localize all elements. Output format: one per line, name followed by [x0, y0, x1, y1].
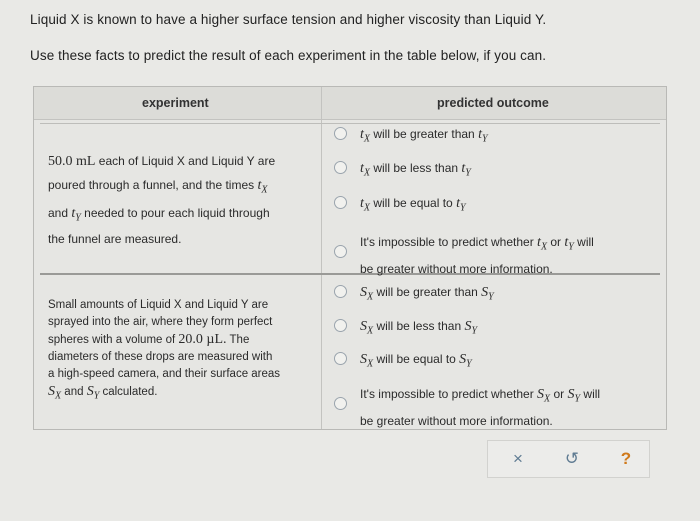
radio-button[interactable] [334, 352, 347, 365]
radio-button[interactable] [334, 161, 347, 174]
radio-button[interactable] [334, 285, 347, 298]
undo-button[interactable] [562, 449, 582, 469]
undo-icon: ↺ [564, 449, 580, 468]
column-divider [321, 87, 322, 429]
help-icon: ? [620, 449, 632, 468]
header-predicted-outcome: predicted outcome [437, 96, 549, 110]
radio-button[interactable] [334, 397, 347, 410]
radio-button[interactable] [334, 319, 347, 332]
x-icon: × [513, 449, 523, 468]
intro-line-2: Use these facts to predict the result of each experiment in the table below, if you can. [30, 48, 547, 63]
clear-button[interactable] [508, 449, 528, 469]
experiment-2-description: Small amounts of Liquid X and Liquid Y are sprayed into the air, where they form perfect spheres with a volume of 20.0 µL. The diameters of these drops are measured with a high-speed camera, and their surface areas $S_X$ and $S_Y$ calculated. [48, 299, 281, 402]
action-bar [487, 440, 650, 478]
experiment-1-line-2: poured through a funnel, and the times $t_X$ [48, 178, 268, 196]
help-button[interactable] [616, 449, 636, 469]
radio-button[interactable] [334, 127, 347, 140]
header-experiment: experiment [142, 96, 209, 110]
experiment-1-line-4: the funnel are measured. [48, 232, 182, 246]
radio-button[interactable] [334, 196, 347, 209]
table-header [34, 87, 666, 120]
radio-button[interactable] [334, 245, 347, 258]
experiment-1-line-1: 50.0 mL each of Liquid X and Liquid Y are [48, 154, 276, 169]
intro-line-1: Liquid X is known to have a higher surface tension and higher viscosity than Liquid Y. [30, 12, 547, 27]
header-divider [40, 123, 660, 124]
experiment-table: experiment predicted outcome 50.0 mL each of Liquid X and Liquid Y are poured through a funnel, and the times $t_X$ and $t_Y$ needed to pour each liquid through the funnel are measured. $t_X$ will be greater than $t_Y$ $t_X$ will be less than $t_Y$ $t_X$ will be equal to $t_Y$ It's impossible to predict whether $t_X$ or $t_Y$ will be greater without more information. Small amounts of Liquid X and Liquid Y are sprayed into the air, where they form perfect spheres with a volume of 20.0 µL. The diameters of these drops are measured with a high-speed camera, and their surface areas $S_X$ and $S_Y$ calculated. $S_X$ will be greater than $S_Y$ $S_X$ will be less than $S_Y$ $S_X$ will be equal to $S_Y$ It's impossible to predict whether $S_X$ or $S_Y$ will be greater without more information. [33, 86, 667, 430]
experiment-1-line-3: and $t_Y$ needed to pour each liquid through [48, 206, 270, 224]
